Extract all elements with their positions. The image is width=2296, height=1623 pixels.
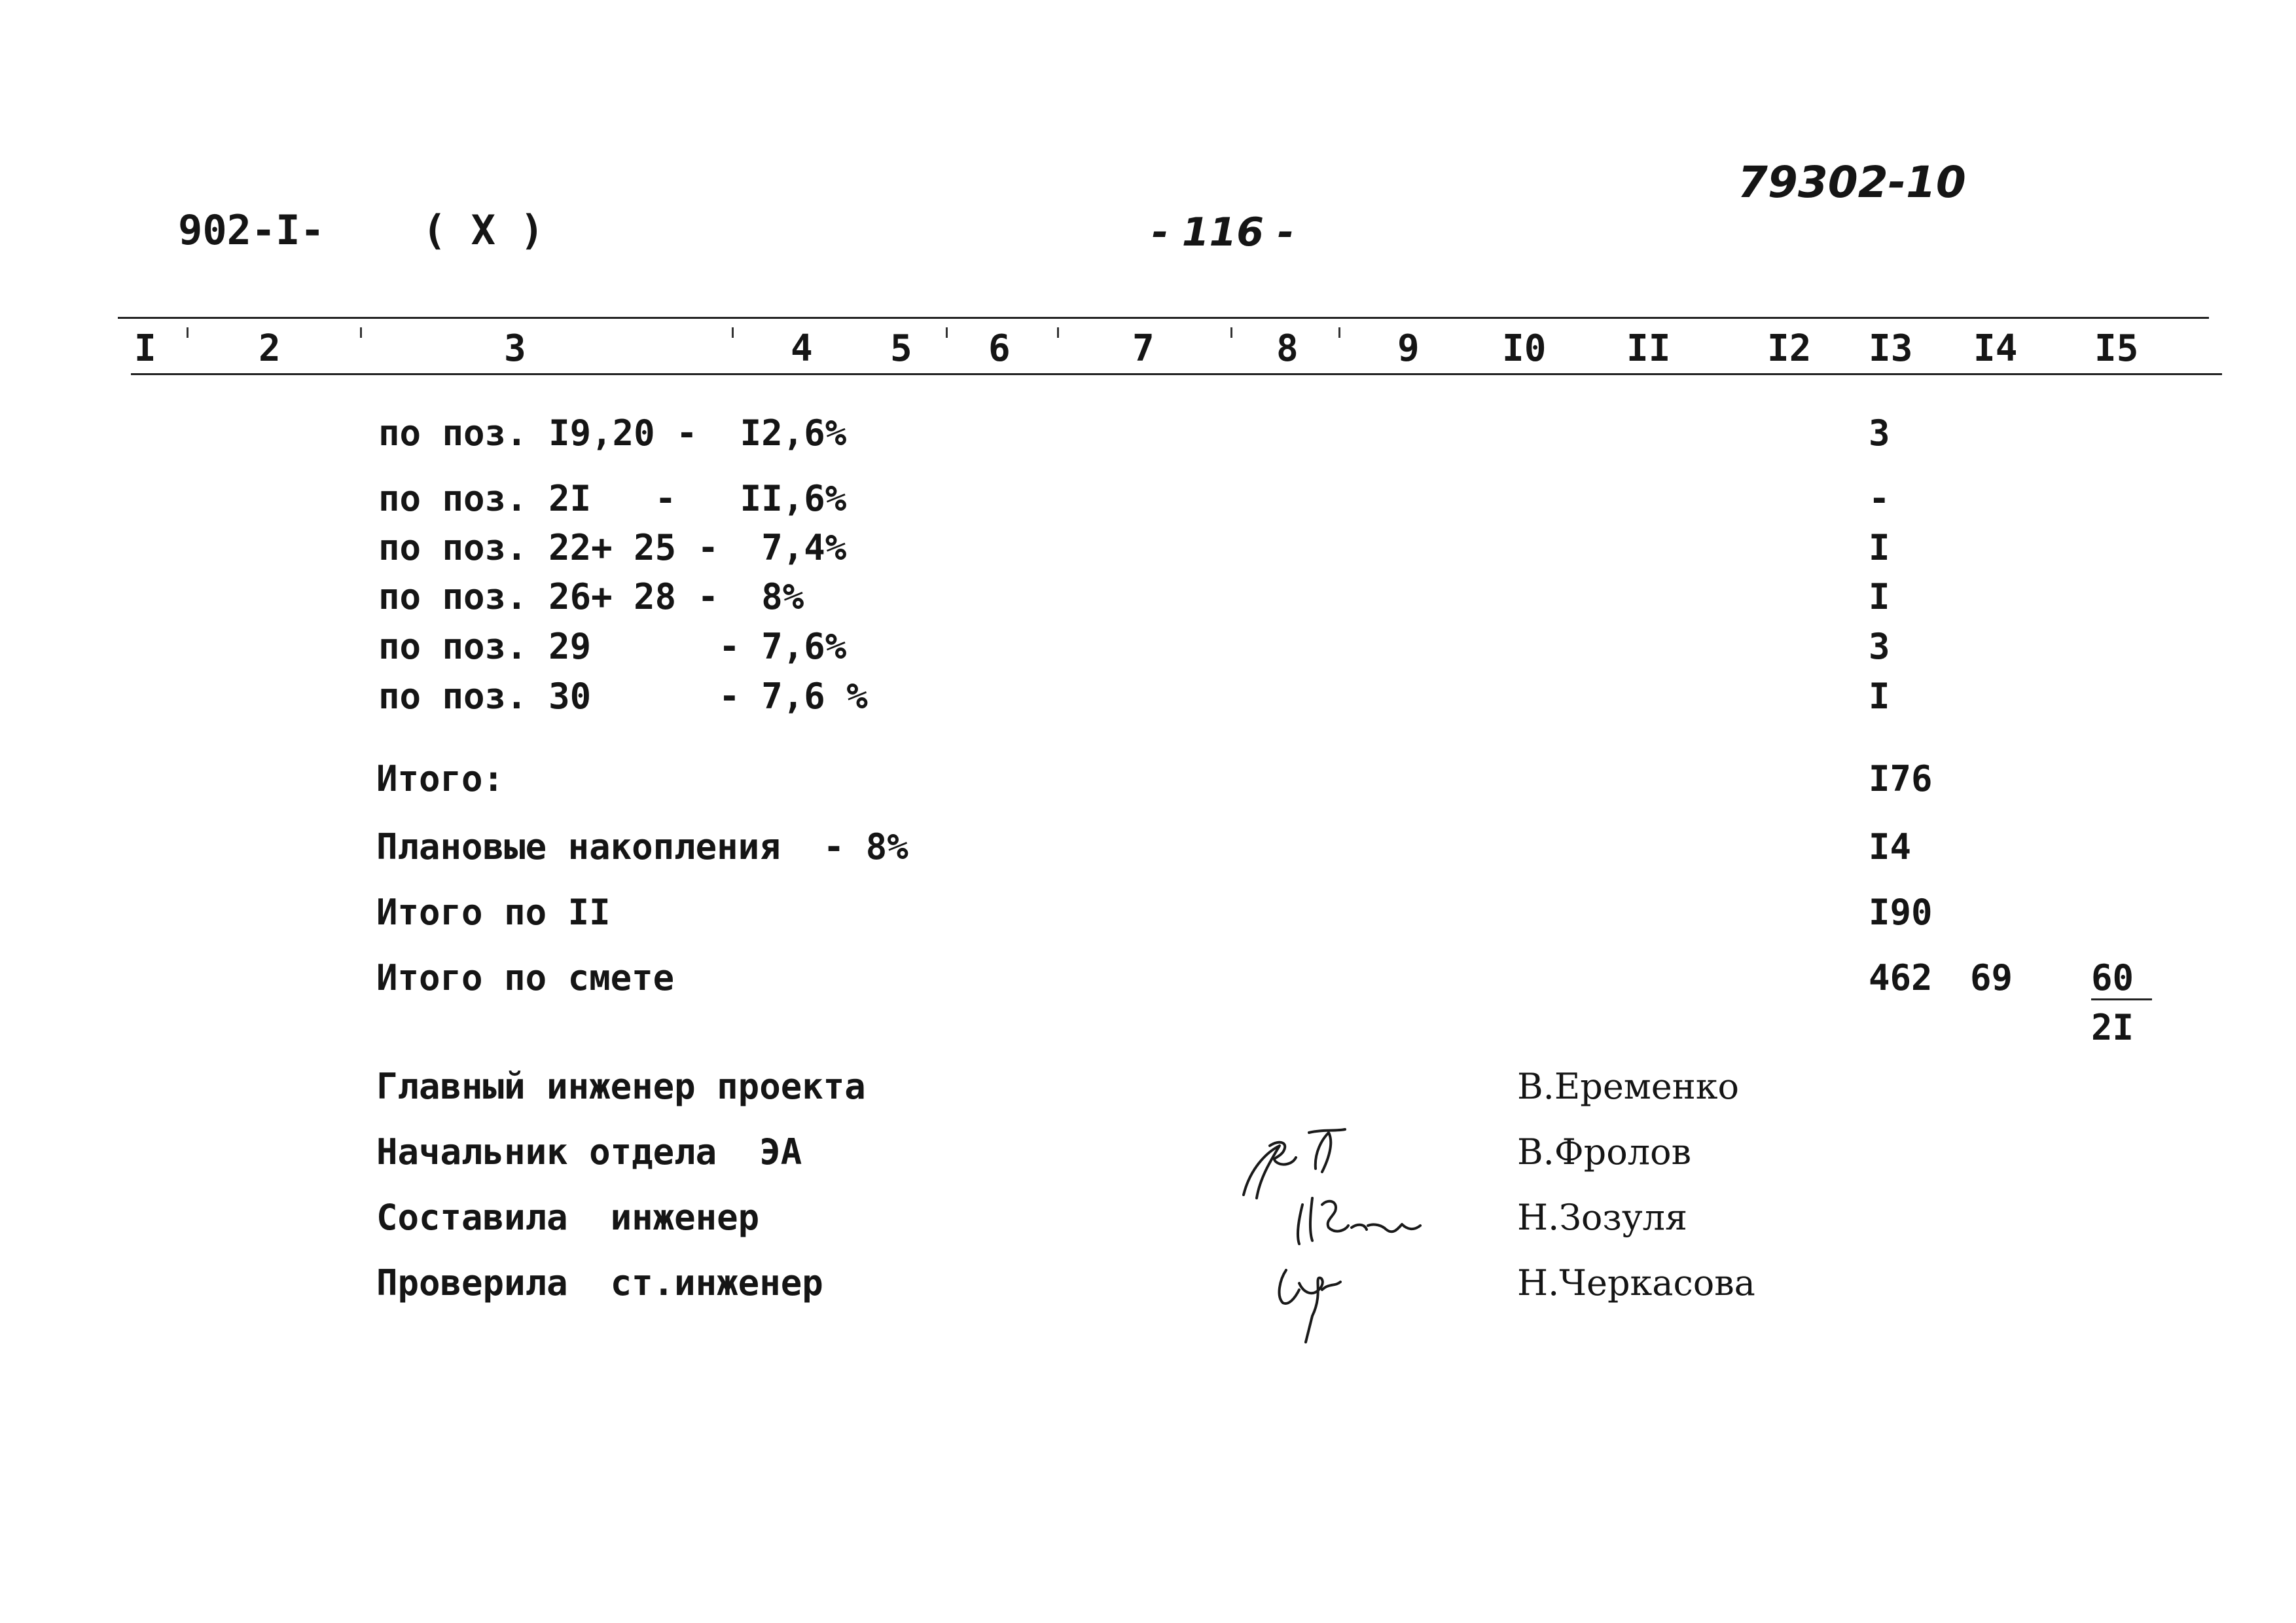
- itogo-smeta-c15-denominator: 2I: [2091, 1007, 2134, 1048]
- itogo-section-label: Итого по II: [376, 892, 611, 933]
- itogo-smeta-c13: 462: [1869, 957, 1933, 998]
- signature-role: Главный инженер проекта: [376, 1066, 866, 1107]
- column-tick: [1230, 327, 1232, 338]
- itogo-label: Итого:: [376, 758, 505, 799]
- column-number: I5: [2094, 327, 2139, 370]
- row-label: по поз. 2I - II,6%: [378, 478, 847, 519]
- column-tick: [946, 327, 948, 338]
- column-number: 4: [791, 327, 813, 370]
- signature-scribble-1: [1244, 1142, 1296, 1198]
- row-label: по поз. 22+ 25 - 7,4%: [378, 527, 847, 568]
- roman-marker: ( X ): [422, 206, 545, 254]
- column-tick: [360, 327, 362, 338]
- row-value-c13: I: [1869, 676, 1890, 717]
- doc-code: 902-I-: [178, 206, 325, 254]
- row-value-c13: I: [1869, 527, 1890, 568]
- signature-name: В.Еременко: [1517, 1066, 1740, 1107]
- itogo-smeta-c15-numerator: 60: [2091, 957, 2152, 1000]
- column-number: I0: [1502, 327, 1547, 370]
- row-label: по поз. 30 - 7,6 %: [378, 676, 868, 717]
- plan-accumulation-value: I4: [1869, 826, 1912, 867]
- signature-name: Н.Черкасова: [1517, 1262, 1755, 1304]
- row-label: по поз. 29 - 7,6%: [378, 626, 847, 667]
- column-tick: [1338, 327, 1340, 338]
- table-top-rule: [118, 317, 2209, 319]
- itogo-smeta-label: Итого по смете: [376, 957, 675, 998]
- signature-name: Н.Зозуля: [1517, 1197, 1688, 1238]
- signature-role: Составила инженер: [376, 1197, 760, 1238]
- column-number: I: [134, 327, 156, 370]
- page-number: - 116 -: [1152, 210, 1294, 255]
- row-value-c13: 3: [1869, 626, 1890, 667]
- column-number: II: [1626, 327, 1671, 370]
- column-number: 2: [259, 327, 281, 370]
- table-header-bottom-rule: [131, 373, 2222, 375]
- row-value-c13: 3: [1869, 412, 1890, 454]
- itogo-value: I76: [1869, 758, 1933, 799]
- row-label: по поз. 26+ 28 - 8%: [378, 576, 804, 617]
- column-tick: [732, 327, 734, 338]
- column-number: 9: [1397, 327, 1420, 370]
- column-number: I2: [1767, 327, 1812, 370]
- row-value-c13: -: [1869, 478, 1890, 519]
- signature-scribble-2: [1298, 1198, 1420, 1244]
- itogo-section-value: I90: [1869, 892, 1933, 933]
- archive-number: 79302-10: [1738, 157, 1966, 208]
- row-value-c13: I: [1869, 576, 1890, 617]
- column-number: 5: [890, 327, 912, 370]
- column-number: 8: [1276, 327, 1299, 370]
- column-tick: [1057, 327, 1059, 338]
- plan-accumulation-label: Плановые накопления - 8%: [376, 826, 908, 867]
- signature-name: В.Фролов: [1517, 1131, 1691, 1173]
- handwritten-signatures: [1230, 1106, 1479, 1368]
- signature-role: Начальник отдела ЭА: [376, 1131, 802, 1173]
- itogo-smeta-c14: 69: [1970, 957, 2013, 998]
- column-number: I4: [1973, 327, 2018, 370]
- column-tick: [187, 327, 188, 338]
- column-number: I3: [1869, 327, 1913, 370]
- row-label: по поз. I9,20 - I2,6%: [378, 412, 847, 454]
- signature-role: Проверила ст.инженер: [376, 1262, 823, 1304]
- column-number: 3: [504, 327, 526, 370]
- signature-scribble-3: [1280, 1270, 1340, 1342]
- column-number: 7: [1132, 327, 1155, 370]
- signature-scribble-1b: [1309, 1129, 1345, 1172]
- column-number: 6: [988, 327, 1011, 370]
